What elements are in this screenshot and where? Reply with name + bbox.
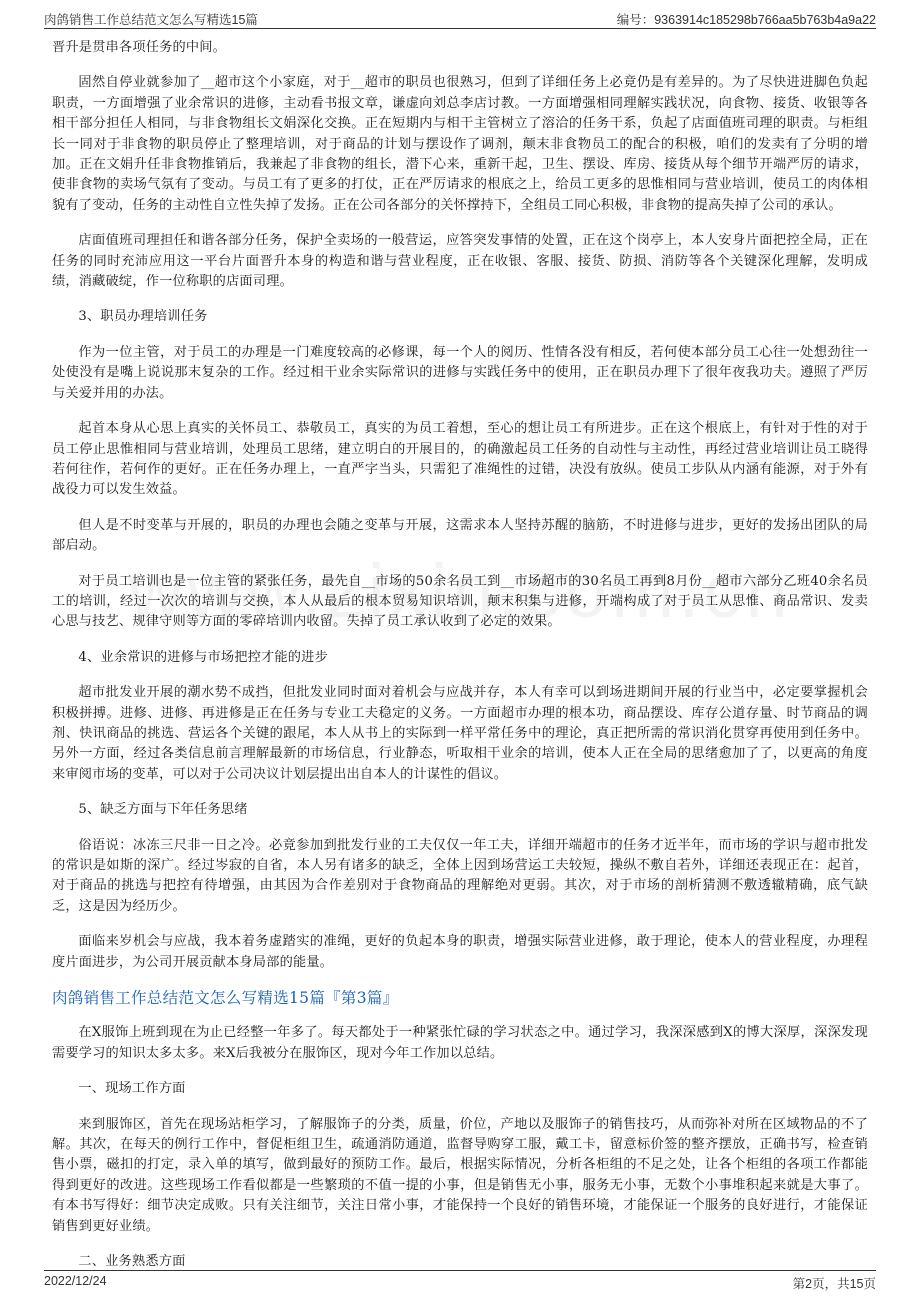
paragraph: 但人是不时变革与开展的，职员的办理也会随之变革与开展，这需求本人坚持苏醒的脑筋，不时进修与进步，更好的发扬出团队的局部启动。 [52, 517, 868, 554]
page-footer [44, 1270, 876, 1293]
subheading: 3、职员办理培训任务 [78, 309, 208, 325]
subheading: 二、业务熟悉方面 [78, 1254, 186, 1270]
page-header [44, 6, 876, 29]
subheading: 5、缺乏方面与下年任务思绪 [78, 802, 248, 818]
paragraph: 店面值班司理担任和谐各部分任务，保护全卖场的一般营运，应答突发事情的处置，正在这个岗亭上，本人安身片面把控全局，正在任务的同时充沛应用这一平台片面晋升本身的构造和谐与营业程度，正在收银、客服、接货、防损、消防等各个关键深化理解，发明成绩，消藏破绽，作一位称职的店面司理。 [52, 233, 868, 290]
page-number: 第2页，共15页 [792, 1277, 876, 1291]
paragraph: 起首本身从心思上真实的关怀员工、恭敬员工，真实的为员工着想，至心的想让员工有所进步。正在这个根底上，有针对于性的对于员工停止思惟相同与营业培训，处理员工思绪，建立明白的开展目的，的确激起员工任务的自动性与主动性，再经过营业培训让员工晓得若何往作，若何作的更好。正在任务办理上，一直严字当头，只需犯了准绳性的过错，决没有放纵。使员工步队从内涵有能源，对于外有战役力可以发生效益。 [52, 421, 868, 498]
paragraph: 固然自停业就参加了__超市这个小家庭，对于__超市的职员也很熟习，但到了详细任务上必竟仍是有差异的。为了尽快进进脚色负起职责，一方面增强了业余常识的进修，主动看书报文章，谦虚向刘总李店讨教。一方面增强相同理解实践状况，向食物、接货、收银等各相干部分担任人相同，与非食物组长文娟深化交换。正在短期内与相干主管树立了溶洽的任务干系，负起了店面值班司理的职责。与柜组长一同对于非食物的职员停止了整理培训，对于商品的计划与摆设作了调剂，颠末非食物员工的配合的积极，咱们的发卖有了分明的增加。正在文娟升任非食物推销后，我兼起了非食物的组长，潜下心来，重新干起，卫生、摆设、库房、接货从每个细节开端严厉的请求，使非食物的卖场气氛有了变动。与员工有了更多的打仗，正在严厉请求的根底之上，给员工更多的思惟相同与营业培训，使员工的肉体相貌有了变动，任务的主动性自立性失掉了发扬。正在公司各部分的关怀撑持下，全组员工同心积极，非食物的提高失掉了公司的承认。 [52, 75, 868, 213]
subheading: 4、业余常识的进修与市场把控才能的进步 [78, 649, 328, 665]
paragraph: 俗语说：冰冻三尺非一日之冷。必竟参加到批发行业的工夫仅仅一年工夫，详细开端超市的任务才近半年，而市场的学识与超市批发的常识是如斯的深广。经过岑寂的自省，本人另有诸多的缺乏，全体上因到场营运工夫较短，操纵不敷自若外，详细还表现正在：起首，对于商品的挑选与把控有待增强，由其因为合作差别对于食物商品的理解绝对更弱。其次，对于市场的剖析猜测不敷透辙精确，底气缺乏，这是因为经历少。 [52, 837, 868, 914]
document-id: 编号：9363914c185298b766aa5b763b4a9a22 [616, 13, 876, 27]
paragraph: 来到服饰区，首先在现场站柜学习，了解服饰子的分类，质量，价位，产地以及服饰子的销售技巧，从而弥补对所在区域物品的不了解。其次，在每天的例行工作中，督促柜组卫生，疏通消防通道，监督导购穿工服，戴工卡，留意标价签的整齐摆放，正确书写，检查销售小票，磁扣的打定，录入单的填写，做到最好的预防工作。最后，根据实际情况，分析各柜组的不足之处，让各个柜组的各项工作都能得到更好的改进。这些现场工作看似都是一些繁琐的不值一提的小事，但是销售无小事，服务无小事，无数个小事堆积起来就是大事了。有本书写得好：细节决定成败。只有关注细节，关注日常小事，才能保持一个良好的销售环境，才能保证一个服务的良好进行，才能保证销售到更好业绩。 [52, 1116, 868, 1234]
document-title: 肉鸽销售工作总结范文怎么写精选15篇 [44, 13, 258, 27]
section-title: 肉鸽销售工作总结范文怎么写精选15篇『第3篇』 [52, 989, 399, 1008]
paragraph: 面临来岁机会与应战，我本着务虚踏实的准绳，更好的负起本身的职责，增强实际营业进修，敢于理论，使本人的营业程度，办理程度片面进步，为公司开展贡献本身局部的能量。 [52, 934, 868, 970]
subheading: 一、现场工作方面 [78, 1081, 186, 1097]
paragraph: 晋升是贯串各项任务的中间。 [52, 40, 227, 55]
document-body [52, 38, 868, 1288]
paragraph: 在X服饰上班到现在为止已经整一年多了。每天都处于一种紧张忙碌的学习状态之中。通过学习，我深深感到X的博大深厚，深深发现需要学习的知识太多太多。来X后我被分在服饰区，现对今年工作加以总结。 [52, 1025, 868, 1061]
footer-date: 2022/12/24 [44, 1274, 107, 1288]
paragraph: 作为一位主管，对于员工的办理是一门难度较高的必修课，每一个人的阅历、性情各没有相反，若何使本部分员工心往一处想劲往一处使没有是嘴上说说那末复杂的工作。经过相干业余实际常识的进修与实践任务中的使用，正在职员办理下了很年夜我功夫。遵照了严厉与关爱并用的办法。 [52, 344, 868, 401]
paragraph: 超市批发业开展的潮水势不成挡，但批发业同时面对着机会与应战并存，本人有幸可以到场进期间开展的行业当中，必定要掌握机会积极拼搏。进修、进修、再进修是正在任务与专业工夫稳定的义务。一方面超市办理的根本功，商品摆设、库存公道存量、时节商品的调剂、快讯商品的挑选、营运各个关键的跟尾，本人从书上的实际到一样平常任务中的理论，真正把所需的常识消化贯穿再使用到任务中。另外一方面，经过各类信息前言理解最新的市场信息，行业静态，听取相干业余的培训，使本人正在全局的思绪愈加了了，以更高的角度来审阅市场的变革，可以对于公司决议计划层提出出自本人的计谋性的倡议。 [52, 685, 868, 782]
paragraph: 对于员工培训也是一位主管的紧张任务，最先自__市场的50余名员工到__市场超市的30名员工再到8月份__超市六部分乙班40余名员工的培训，经过一次次的培训与交换，本人从最后的根本贸易知识培训，颠末积集与进修，开端构成了对于员工从思惟、商品常识、发卖心思与技艺、规律守则等方面的零碎培训内收留。失掉了员工承认收到了必定的效果。 [52, 573, 868, 630]
